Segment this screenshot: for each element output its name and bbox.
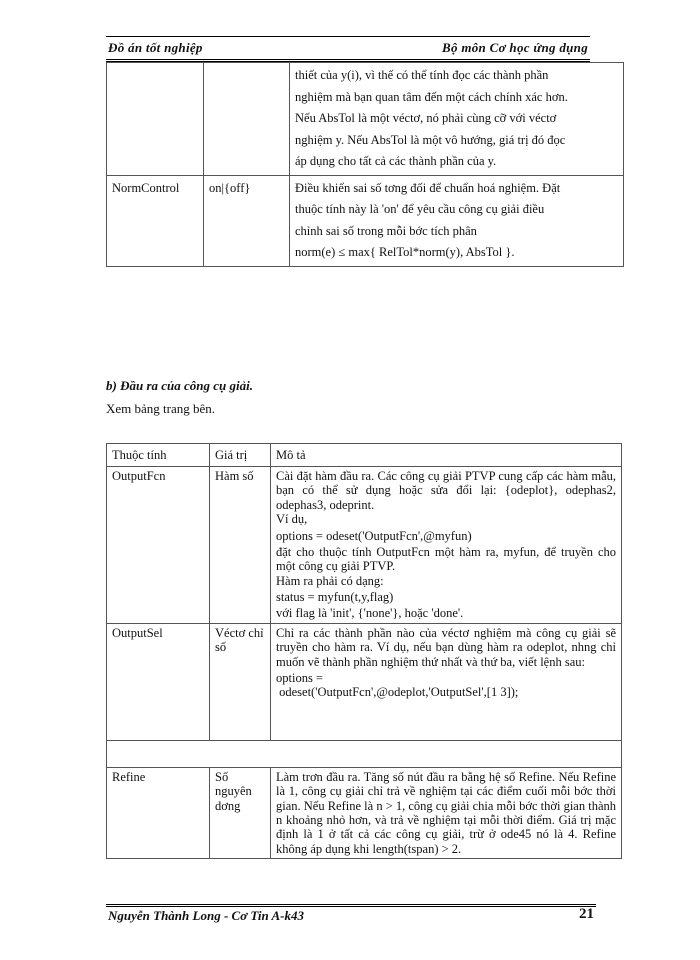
description-line: áp dụng cho tất cả các thành phần của y.	[295, 154, 497, 168]
table-row	[107, 767, 622, 858]
page-footer	[106, 904, 596, 926]
description-line: đặt cho thuộc tính OutputFcn một hàm ra, myfun, để truyền cho một công cụ giải PTVP.	[276, 544, 616, 574]
table-spacer-row	[107, 740, 622, 767]
column-header: Mô tả	[271, 444, 622, 467]
property-value: on|{off}	[204, 175, 290, 266]
description-cell	[290, 175, 624, 266]
code-line: status = myfun(t,y,flag)	[276, 590, 394, 604]
description-cell: Làm trơn đầu ra. Tăng số nút đầu ra bằng hệ số Refine. Nếu Refine là 1, công cụ giải chỉ trả về nghiệm tại các điểm cuối mỗi bớc thời gian. Nếu Refine là n > 1, công cụ giải chia mỗi bớc thời gian thành n khoảng nhỏ hơn, và trả về nghiệm tại mỗi thời điểm. Giá trị mặc định là 1 ở tất cả các công cụ giải, trừ ở ode45 nó là 4. Refine không áp dụng khi length(tspan) > 2.	[271, 767, 622, 858]
description-line: Hàm ra phải có dạng:	[276, 573, 384, 588]
property-name: OutputSel	[107, 623, 210, 740]
footer-rule	[106, 904, 596, 907]
description-line: Chỉ ra các thành phần nào của véctơ nghiệm mà công cụ giải sẽ truyền cho hàm ra. Ví dụ, nếu bạn dùng hàm ra odeplot, nhng chỉ muốn vẽ thành phần nghiệm thứ nhất và thứ ba, viết lệnh sau:	[276, 625, 616, 669]
table-header-row	[107, 444, 622, 467]
header-top-rule	[106, 36, 590, 37]
property-name: Refine	[107, 767, 210, 858]
property-value: Số nguyên dơng	[210, 767, 271, 858]
page-number: 21	[579, 906, 594, 922]
output-options-table	[106, 443, 622, 859]
description-line: nghiệm mà bạn quan tâm đến một cách chính xác hơn.	[295, 89, 568, 104]
description-cell	[290, 63, 624, 176]
page-header	[106, 36, 590, 62]
column-header: Giá trị	[210, 444, 271, 467]
property-name: OutputFcn	[107, 467, 210, 624]
description-line: chỉnh sai số trong mỗi bớc tích phân	[295, 223, 477, 238]
property-cell	[107, 63, 204, 176]
spacer-cell	[107, 740, 622, 767]
code-line: options =	[276, 670, 323, 685]
value-cell	[204, 63, 290, 176]
code-line: odeset('OutputFcn',@odeplot,'OutputSel',[1 3]);	[276, 685, 519, 700]
description-cell	[271, 467, 622, 624]
description-line: Ví dụ,	[276, 512, 308, 527]
header-left-title: Đồ án tốt nghiệp	[108, 40, 203, 55]
header-right-title: Bộ môn Cơ học ứng dụng	[442, 40, 588, 55]
footer-author: Nguyễn Thành Long - Cơ Tin A-k43	[108, 908, 304, 923]
section-intro: Xem bảng trang bên.	[106, 401, 216, 416]
section-heading: b) Đầu ra của công cụ giải.	[106, 378, 253, 393]
table-row	[107, 175, 624, 266]
options-table-continued	[106, 62, 624, 267]
table-row	[107, 623, 622, 740]
table-row	[107, 467, 622, 624]
description-line: thiết của y(i), vì thế có thể tính đọc các thành phần	[295, 68, 549, 82]
description-line: Nếu AbsTol là một véctơ, nó phải cùng cỡ với véctơ	[295, 111, 557, 125]
formula-line: norm(e) ≤ max{ RelTol*norm(y), AbsTol }.	[295, 245, 515, 259]
description-line: Cài đặt hàm đầu ra. Các công cụ giải PTVP cung cấp các hàm mẫu, bạn có thể sử dụng hoặc sửa đổi lại: {odeplot}, odephas2, odephas3, odeprint.	[276, 469, 616, 512]
code-line: options = odeset('OutputFcn',@myfun)	[276, 528, 472, 543]
property-value: Véctơ chỉ số	[210, 623, 271, 740]
description-line: Điều khiển sai số tơng đối để chuẩn hoá nghiệm. Đặt	[295, 180, 561, 195]
property-value: Hàm số	[210, 467, 271, 624]
description-line: với flag là 'init', {'none'}, hoặc 'done'.	[276, 606, 464, 621]
description-line: thuộc tính này là 'on' để yêu cầu công cụ giải điều	[295, 202, 545, 216]
property-name: NormControl	[107, 175, 204, 266]
column-header: Thuộc tính	[107, 444, 210, 467]
description-line: nghiệm y. Nếu AbsTol là một vô hướng, giá trị đó đọc	[295, 132, 566, 147]
description-cell	[271, 623, 622, 740]
table-row	[107, 63, 624, 176]
